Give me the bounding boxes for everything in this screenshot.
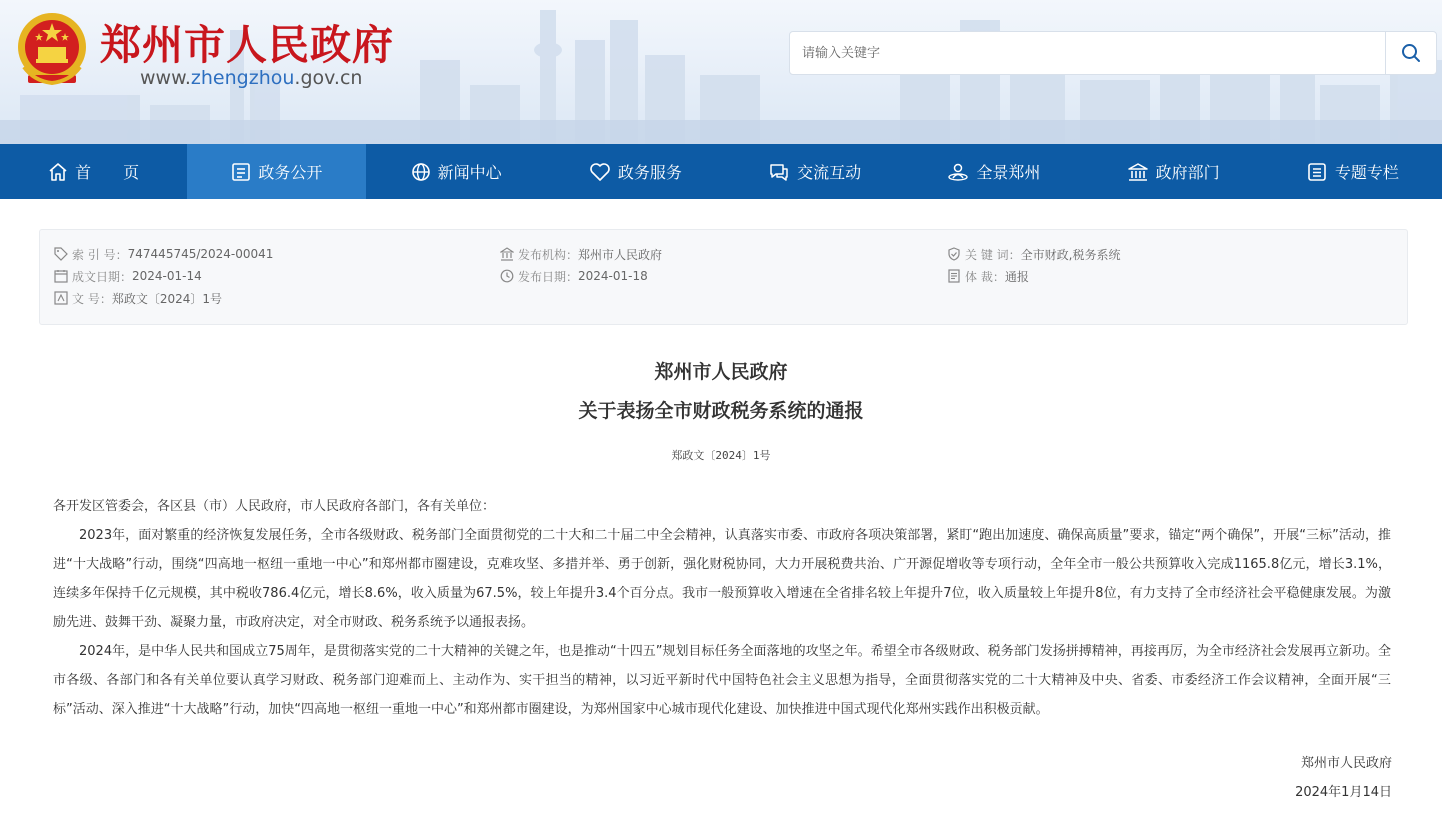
nav-item-departments[interactable]	[1083, 144, 1262, 199]
document-icon	[231, 162, 251, 182]
nav-label: 政府部门	[1155, 163, 1220, 182]
file-number-icon	[54, 291, 68, 305]
meta-index	[54, 243, 273, 265]
meta-value: 747445745/2024-00041	[127, 247, 274, 261]
document-list-icon	[947, 269, 961, 283]
nav-label: 首 页	[75, 163, 140, 182]
meta-column-middle	[500, 243, 662, 287]
meta-label: 成文日期：	[72, 269, 133, 284]
signature-issuer: 郑州市人民政府	[1300, 756, 1392, 771]
meta-value: 2024-01-14	[132, 269, 202, 283]
search-input[interactable]	[790, 32, 1385, 74]
heart-icon	[589, 162, 611, 182]
nav-label: 专题专栏	[1334, 163, 1399, 182]
meta-genre	[947, 265, 1120, 287]
document-title-issuer: 郑州市人民政府	[654, 361, 788, 383]
national-emblem-logo	[14, 9, 90, 89]
meta-publisher	[500, 243, 662, 265]
site-title: 郑州市人民政府	[100, 21, 394, 69]
site-header	[0, 0, 1442, 145]
meta-label: 发布机构：	[518, 247, 579, 262]
meta-value: 郑政文〔2024〕1号	[111, 291, 223, 306]
meta-keywords	[947, 243, 1120, 265]
paragraph: 2024年，是中华人民共和国成立75周年，是贯彻落实党的二十大精神的关键之年，也是推动“十四五”规划目标任务全面落地的攻坚之年。希望全市各级财政、税务部门发扬拼搏精神，再接再厉，为全市经济社会发展再立新功。全市各级、各部门和各有关单位要认真学习财政、税务部门迎难而上、主动作为、实干担当的精神，以习近平新时代中国特色社会主义思想为指导，全面贯彻落实党的二十大精神及中央、省委、市委经济工作会议精神，全面开展“三标”活动、深入推进“十大战略”行动，加快“四高地一枢纽一重地一中心”和郑州都市圈建设，为郑州国家中心城市现代化建设、加快推进中国式现代化郑州实践作出积极贡献。	[53, 644, 1391, 717]
meta-published-date	[500, 265, 662, 287]
url-domain: zhengzhou	[190, 67, 295, 89]
search-icon	[1401, 43, 1421, 63]
signature-date: 2024年1月14日	[1295, 785, 1392, 800]
meta-column-right	[947, 243, 1120, 287]
paragraph: 2023年，面对繁重的经济恢复发展任务，全市各级财政、税务部门全面贯彻党的二十大和二十届二中全会精神，认真落实市委、市政府各项决策部署，紧盯“跑出加速度、确保高质量”要求，锚定“两个确保”，开展“三标”活动，推进“十大战略”行动，围绕“四高地一枢纽一重地一中心”和郑州都市圈建设，克难攻坚、多措并举、勇于创新，强化财税协同，大力开展税费共治、广开源促增收等专项行动，全年全市一般公共预算收入完成1165.8亿元，增长3.1%，连续多年保持千亿元规模，其中税收786.4亿元，增长8.6%，收入质量为67.5%，较上年提升3.4个百分点。我市一般预算收入增速在全省排名较上年提升7位，收入质量较上年提升8位，有力支持了全市经济社会平稳健康发展。为激励先进、鼓舞干劲、凝聚力量，市政府决定，对全市财政、税务系统予以通报表扬。	[53, 528, 1391, 630]
document-number: 郑政文〔2024〕1号	[671, 449, 771, 462]
nav-label: 交流互动	[797, 163, 862, 182]
meta-label: 发布日期：	[518, 269, 579, 284]
salutation: 各开发区管委会，各区县（市）人民政府，市人民政府各部门，各有关单位：	[53, 499, 496, 514]
nav-label: 政务服务	[617, 163, 682, 182]
nav-label: 政务公开	[258, 163, 323, 182]
search-button[interactable]	[1386, 31, 1437, 75]
meta-value: 全市财政,税务系统	[1020, 247, 1121, 262]
nav-item-home[interactable]	[0, 144, 187, 199]
institution-icon	[500, 247, 514, 261]
meta-label: 索 引 号：	[72, 247, 128, 262]
meta-document-number	[54, 287, 273, 309]
document-title-subject: 关于表扬全市财政税务系统的通报	[578, 400, 864, 422]
tag-icon	[54, 247, 68, 261]
site-url	[140, 67, 362, 89]
panorama-icon	[947, 162, 969, 182]
nav-label: 新闻中心	[437, 163, 502, 182]
chat-icon	[768, 162, 790, 182]
meta-value: 通报	[1004, 269, 1029, 284]
nav-label: 全景郑州	[976, 163, 1041, 182]
nav-item-interaction[interactable]	[725, 144, 904, 199]
document-body	[53, 492, 1391, 724]
calendar-icon	[54, 269, 68, 283]
meta-column-left	[54, 243, 273, 309]
globe-icon	[411, 162, 431, 182]
nav-item-special-topics[interactable]	[1263, 144, 1442, 199]
url-prefix: www.	[140, 67, 191, 89]
main-nav	[0, 144, 1442, 199]
shield-check-icon	[947, 247, 961, 261]
home-icon	[48, 162, 68, 182]
meta-value: 2024-01-18	[578, 269, 648, 283]
meta-label: 体 裁：	[965, 269, 1005, 284]
url-suffix: .gov.cn	[294, 67, 363, 89]
meta-value: 郑州市人民政府	[578, 247, 663, 262]
search-box	[789, 31, 1386, 75]
list-icon	[1306, 162, 1328, 182]
meta-label: 关 键 词：	[965, 247, 1021, 262]
building-icon	[1127, 162, 1149, 182]
meta-created-date	[54, 265, 273, 287]
nav-item-news[interactable]	[366, 144, 545, 199]
nav-item-government-affairs[interactable]	[187, 144, 366, 199]
nav-item-services[interactable]	[546, 144, 725, 199]
clock-icon	[500, 269, 514, 283]
meta-label: 文 号：	[72, 291, 112, 306]
nav-item-panorama[interactable]	[904, 144, 1083, 199]
document-metadata	[39, 229, 1408, 325]
